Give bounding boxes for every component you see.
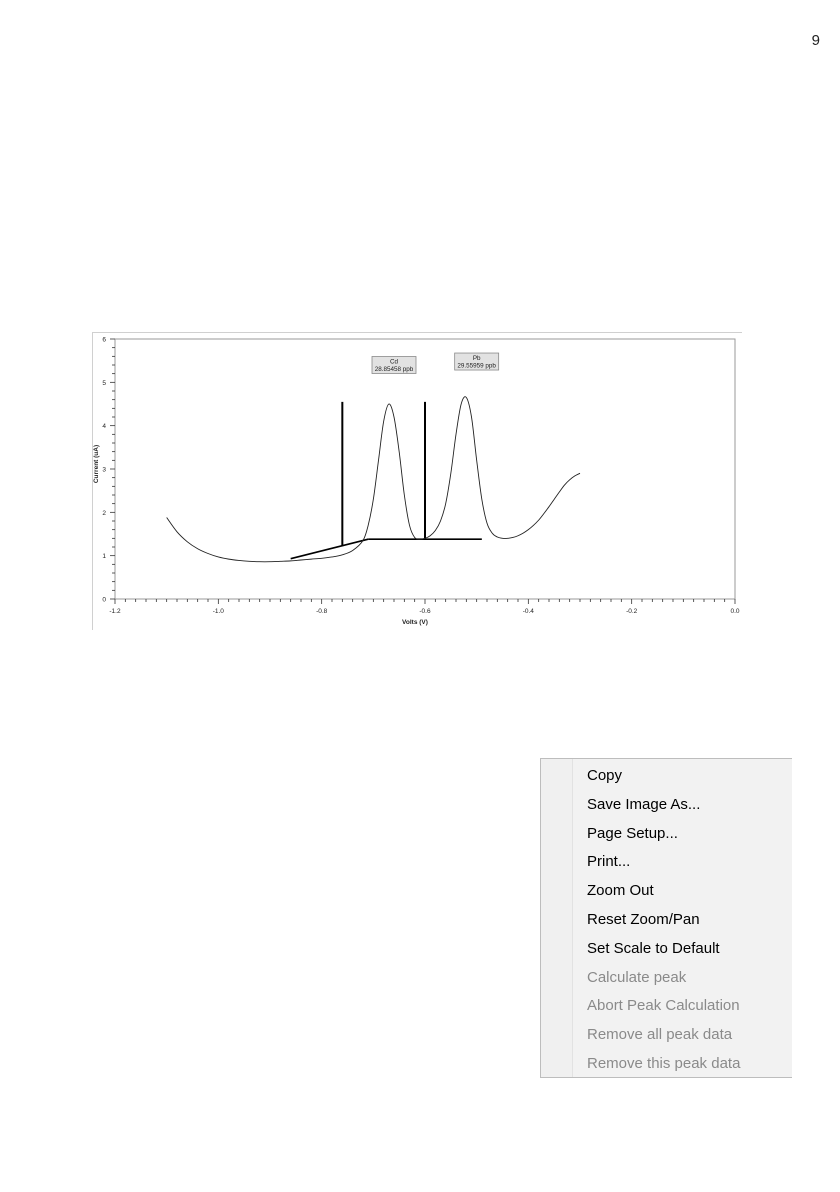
peak-label-value: 29.55959 ppb bbox=[457, 362, 496, 370]
x-tick-label: -0.6 bbox=[419, 608, 431, 615]
menu-item-remove-all-peak-data: Remove all peak data bbox=[587, 1026, 733, 1044]
menu-item-reset-zoom-pan[interactable]: Reset Zoom/Pan bbox=[587, 910, 700, 928]
context-menu-list bbox=[541, 762, 792, 1079]
peak-label-value: 28.85458 ppb bbox=[374, 366, 414, 373]
voltammogram-chart[interactable] bbox=[92, 332, 744, 632]
y-tick-label: 5 bbox=[102, 379, 106, 387]
x-tick-label: 0.0 bbox=[730, 608, 740, 615]
x-tick-label: -0.4 bbox=[522, 608, 534, 615]
y-tick-label: 4 bbox=[102, 423, 106, 431]
x-tick-label: -1.2 bbox=[109, 608, 121, 615]
y-axis-label: Current (uA) bbox=[93, 444, 100, 484]
peak-label-element: Cd bbox=[389, 358, 399, 366]
chart-background bbox=[92, 332, 744, 632]
menu-item-save-image-as[interactable]: Save Image As... bbox=[587, 795, 701, 813]
x-tick-label: -0.8 bbox=[316, 608, 328, 615]
x-axis-label: Volts (V) bbox=[402, 619, 428, 626]
menu-item-print[interactable]: Print... bbox=[587, 853, 631, 871]
menu-item-calculate-peak: Calculate peak bbox=[587, 968, 687, 986]
peak-label-element: Pb bbox=[472, 355, 481, 363]
context-menu bbox=[540, 758, 792, 1078]
x-tick-label: -0.2 bbox=[626, 608, 638, 615]
y-tick-label: 1 bbox=[102, 553, 106, 561]
menu-item-set-scale-to-default[interactable]: Set Scale to Default bbox=[587, 939, 720, 957]
y-tick-label: 3 bbox=[102, 466, 106, 474]
y-tick-label: 6 bbox=[102, 336, 106, 344]
menu-item-abort-peak-calculation: Abort Peak Calculation bbox=[587, 997, 740, 1015]
menu-item-copy[interactable]: Copy bbox=[587, 767, 623, 784]
menu-item-zoom-out[interactable]: Zoom Out bbox=[587, 882, 654, 900]
page-number: 9 bbox=[811, 32, 820, 49]
menu-item-page-setup[interactable]: Page Setup... bbox=[587, 824, 678, 842]
y-tick-label: 2 bbox=[102, 509, 106, 517]
menu-item-remove-this-peak-data: Remove this peak data bbox=[587, 1054, 741, 1072]
y-tick-label: 0 bbox=[102, 596, 106, 604]
x-tick-label: -1.0 bbox=[212, 608, 224, 615]
